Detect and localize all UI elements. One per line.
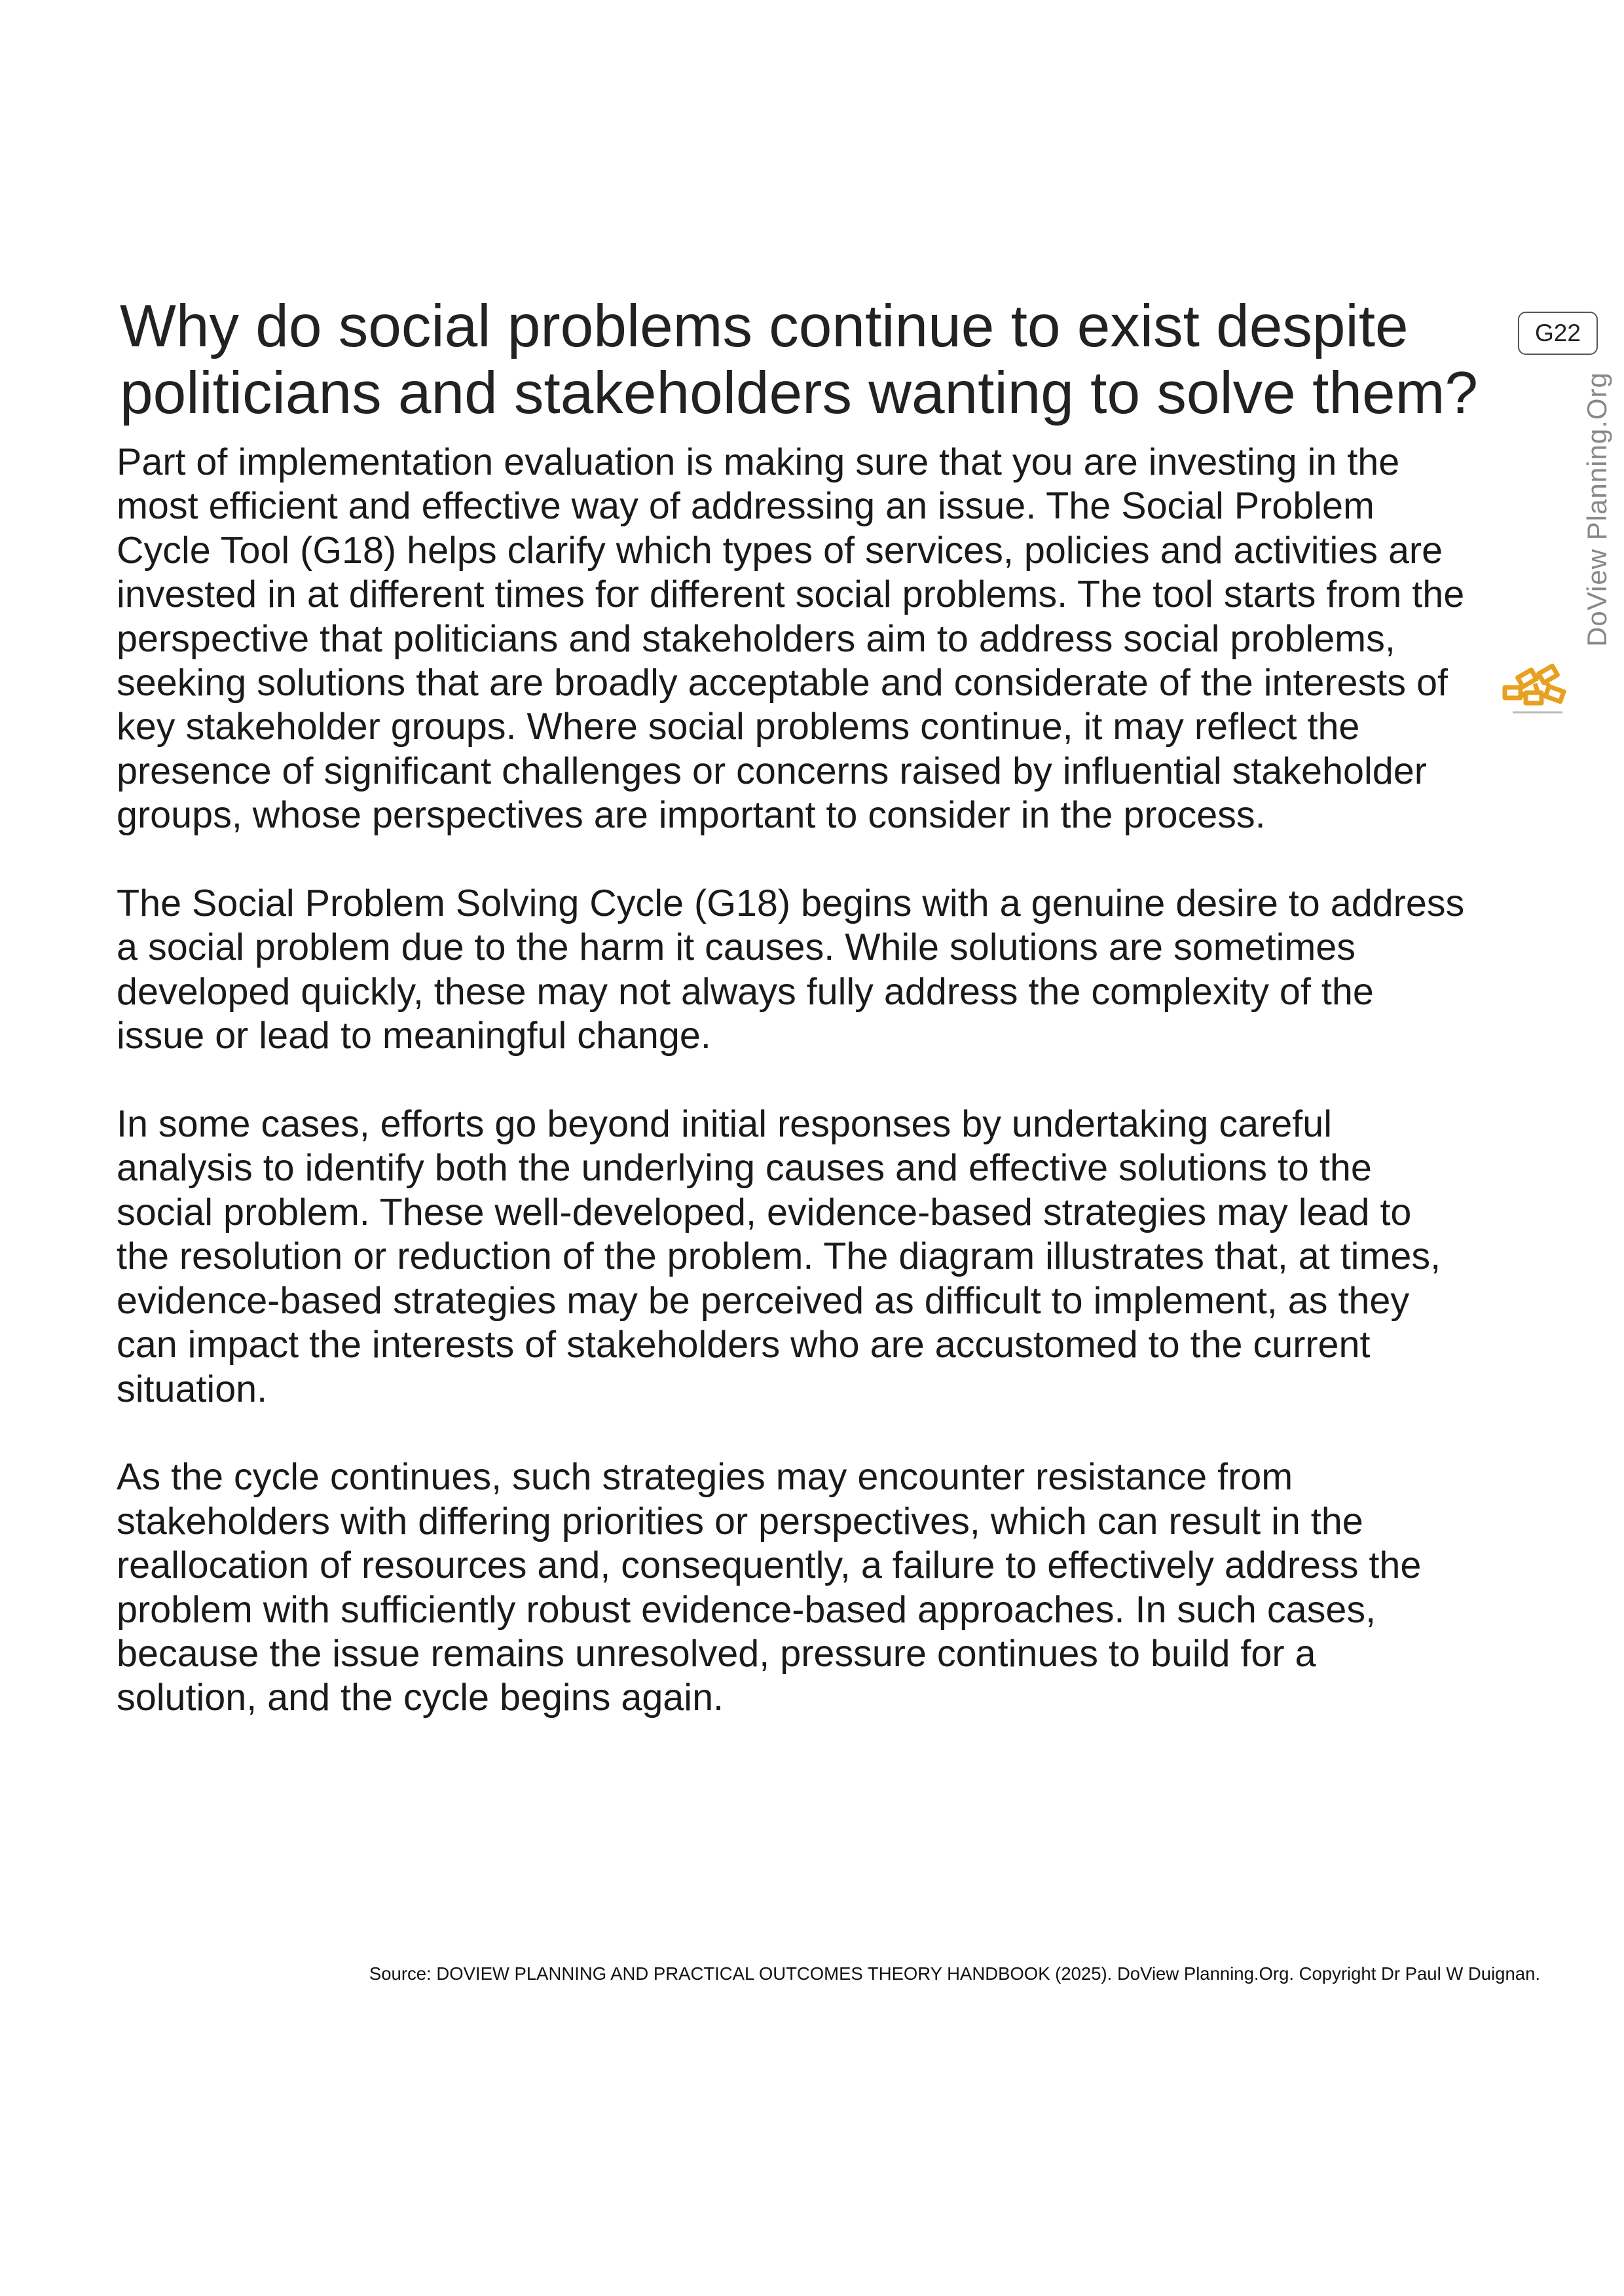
paragraph: As the cycle continues, such strategies may encounter resistance from stakeholders with differing priorities or perspectives, which can result in the reallocation of resources and, consequently, a failure to effectively address the problem with sufficiently robust evidence-based approaches. In such cases, because the issue remains unresolved, pressure continues to build for a solution, and the cycle begins again.	[117, 1456, 1422, 1719]
page-title: Why do social problems continue to exist despite politicians and stakeholders wanting to solve them?	[120, 293, 1478, 426]
paragraph: Part of implementation evaluation is making sure that you are investing in the most efficient and effective way of addressing an issue. The Social Problem Cycle Tool (G18) helps clarify which types of services, policies and activities are invested in at different times for different social problems. The tool starts from the perspective that politicians and stakeholders aim to address social problems, seeking solutions that are broadly acceptable and considerate of the interests of key stakeholder groups. Where social problems continue, it may reflect the presence of significant challenges or concerns raised by influential stakeholder groups, whose perspectives are important to consider in the process.	[117, 441, 1465, 837]
source-citation: Source: DOVIEW PLANNING AND PRACTICAL OUTCOMES THEORY HANDBOOK (2025). DoView Planning.Org. Copyright Dr Paul W Duignan.	[369, 1963, 1540, 1984]
section-tag: G22	[1518, 312, 1598, 355]
paragraph: In some cases, efforts go beyond initial responses by undertaking careful analysis to identify both the underlying causes and effective solutions to the social problem. These well-developed, evidence-based strategies may lead to the resolution or reduction of the problem. The diagram illustrates that, at times, evidence-based strategies may be perceived as difficult to implement, as they can impact the interests of stakeholders who are accustomed to the current situation.	[117, 1103, 1441, 1410]
doview-logo-icon	[1500, 655, 1572, 720]
paragraph: The Social Problem Solving Cycle (G18) begins with a genuine desire to address a social problem due to the harm it causes. While solutions are sometimes developed quickly, these may not always fully address the complexity of the issue or lead to meaningful change.	[117, 883, 1465, 1057]
brand-name: DoView Planning.Org	[1581, 372, 1612, 647]
body-text	[117, 441, 1466, 1764]
